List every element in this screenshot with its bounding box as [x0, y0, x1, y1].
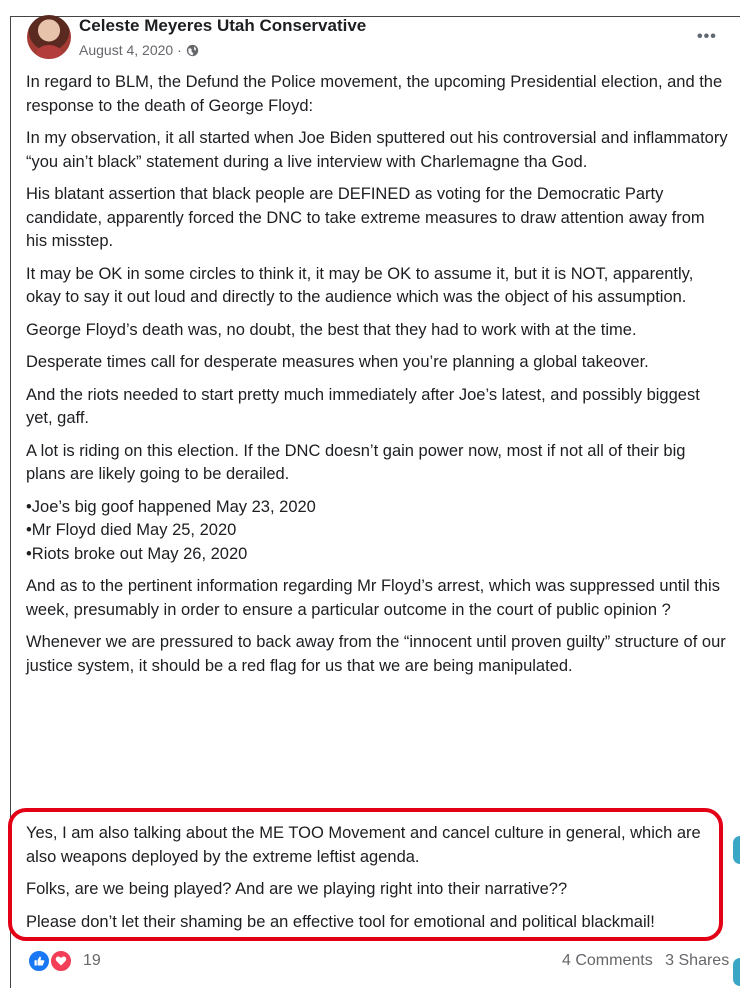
post-paragraph: Desperate times call for desperate measures when you’re planning a global takeover. — [26, 353, 649, 371]
timeline-item: •Joe’s big goof happened May 23, 2020 — [26, 497, 316, 516]
engagement-counts — [562, 952, 729, 970]
post-paragraph: Whenever we are pressured to back away from the “innocent until proven guilty” structure of our justice system, it should be a red flag for us that we are being manipulated. — [26, 633, 726, 675]
side-scroll-indicator — [733, 958, 740, 986]
highlighted-paragraph: Yes, I am also talking about the ME TOO Movement and cancel culture in general, which are also weapons deployed by the extreme leftist agenda. — [26, 824, 701, 866]
post-paragraph: In regard to BLM, the Defund the Police movement, the upcoming Presidential election, and the response to the death of George Floyd: — [26, 73, 723, 115]
reactions-summary[interactable] — [27, 949, 101, 973]
like-reaction-icon — [27, 949, 51, 973]
love-reaction-icon — [49, 949, 73, 973]
highlighted-text — [26, 822, 726, 943]
post-paragraph: His blatant assertion that black people are DEFINED as voting for the Democratic Party candidate, apparently forced the DNC to take extreme measures to draw attention away from his misstep. — [26, 185, 705, 250]
timeline-item: •Mr Floyd died May 25, 2020 — [26, 521, 237, 539]
reaction-count: 19 — [83, 952, 101, 969]
post-paragraph: A lot is riding on this election. If the DNC doesn’t gain power now, most if not all of their big plans are likely going to be derailed. — [26, 441, 686, 483]
post-paragraph: And as to the pertinent information regarding Mr Floyd’s arrest, which was suppressed until this week, presumably in order to ensure a particular outcome in the court of public opinion ? — [26, 577, 720, 619]
side-scroll-indicator — [733, 836, 740, 864]
timeline-item: •Riots broke out May 26, 2020 — [26, 544, 248, 563]
highlighted-paragraph: Folks, are we being played? And are we playing right into their narrative?? — [26, 880, 568, 898]
comments-link[interactable]: 4 Comments — [562, 952, 653, 969]
timeline-list — [26, 496, 728, 567]
globe-icon — [186, 44, 199, 57]
shares-link[interactable]: 3 Shares — [665, 952, 730, 969]
highlighted-paragraph: Please don’t let their shaming be an effective tool for emotional and political blackmail! — [26, 912, 655, 931]
post-meta — [79, 42, 199, 58]
more-options-icon[interactable]: ••• — [697, 28, 717, 45]
post-paragraph: George Floyd’s death was, no doubt, the best that they had to work with at the time. — [26, 320, 637, 339]
post-paragraph: In my observation, it all started when Joe Biden sputtered out his controversial and inflammatory “you ain’t black” statement during a live interview with Charlemagne tha God. — [26, 129, 728, 171]
post-paragraph: It may be OK in some circles to think it, it may be OK to assume it, but it is NOT, apparently, okay to say it out loud and directly to the audience which was the object of his assumption. — [26, 264, 694, 306]
post-paragraph: And the riots needed to start pretty much immediately after Joe’s latest, and possibly biggest yet, gaff. — [26, 385, 700, 427]
author-avatar[interactable] — [27, 15, 71, 59]
post-body — [26, 71, 728, 687]
author-name[interactable]: Celeste Meyeres Utah Conservative — [79, 16, 367, 35]
post-date[interactable]: August 4, 2020 · — [79, 42, 182, 58]
